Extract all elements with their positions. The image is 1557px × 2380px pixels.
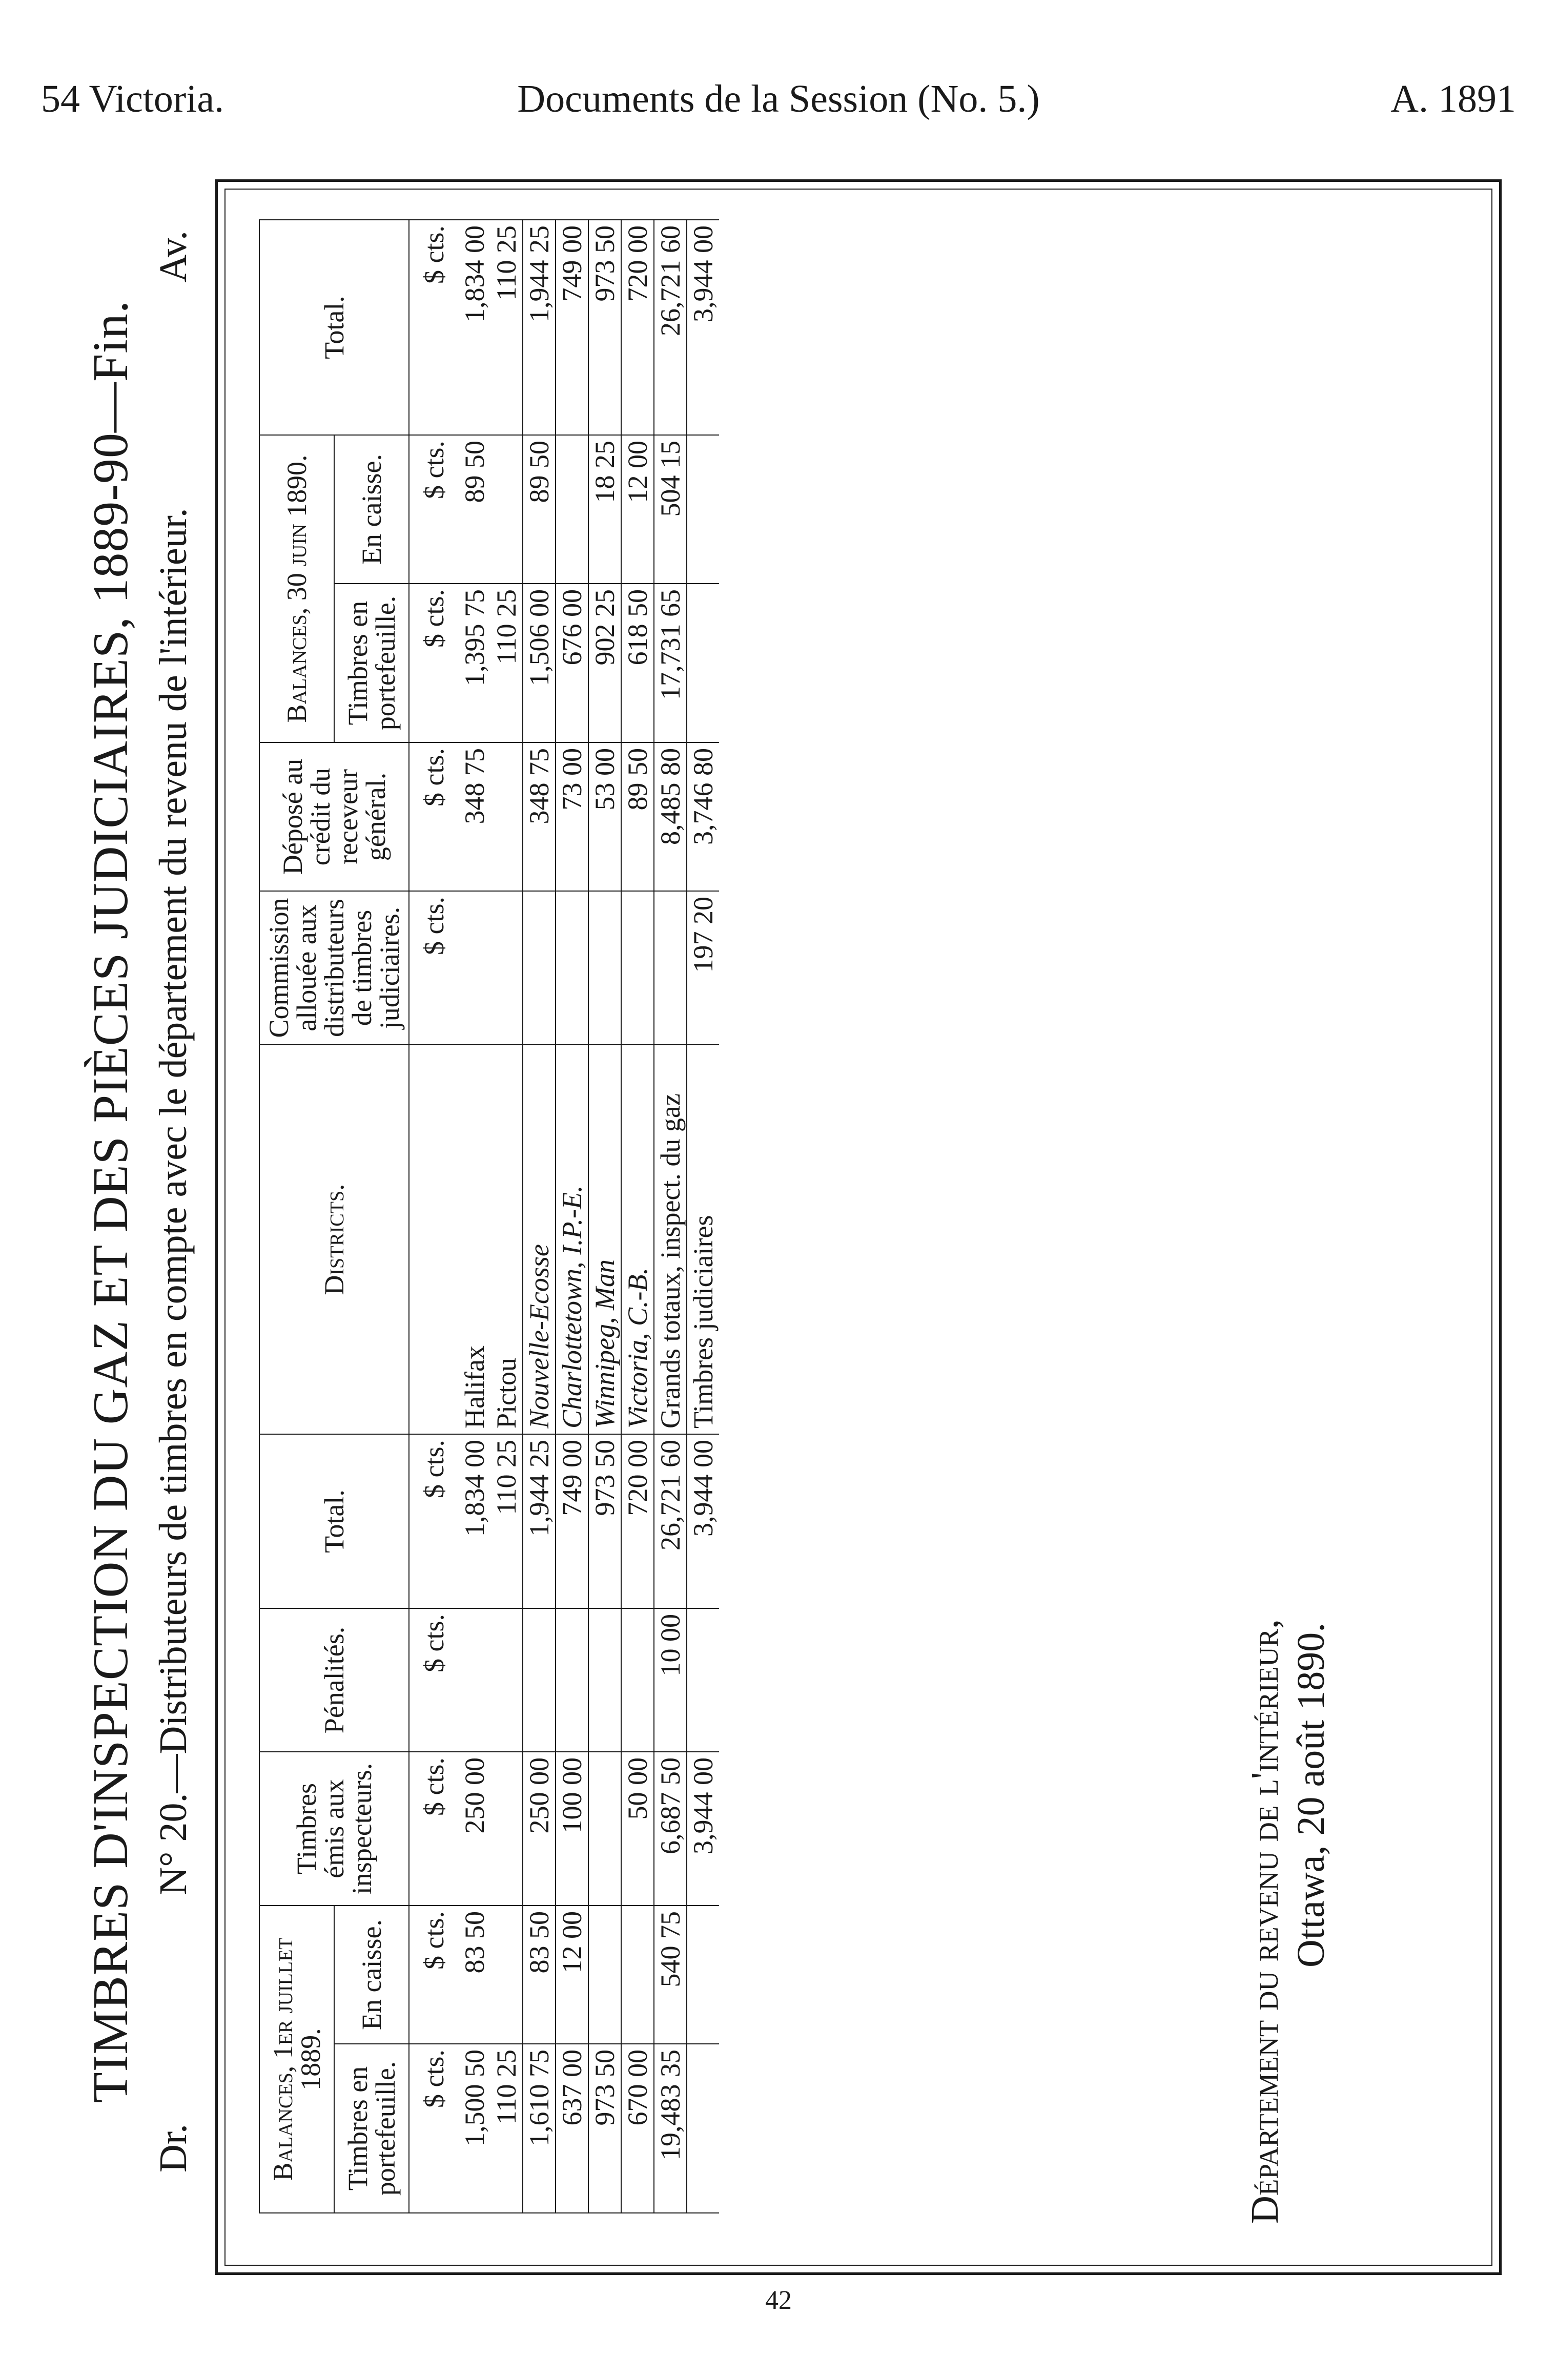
cell-te: 6,687 50 [654,1752,687,1906]
unit-cell: $ cts. [409,584,459,742]
cell-district: Halifax [459,1045,490,1434]
col-en-caisse: En caisse. [334,1906,409,2044]
cell-com [490,891,523,1045]
cell-te [588,1752,621,1906]
cell-tp: 973 50 [588,2044,621,2213]
ledger-table-block [259,220,1079,2213]
unit-cell: $ cts. [409,742,459,891]
cell-district: Grands totaux, inspect. du gaz [654,1045,687,1434]
cell-pen [490,1608,523,1752]
cell-ec2: 89 50 [523,435,556,584]
cell-ec: 83 50 [459,1906,490,2044]
cell-tp2: 1,506 00 [523,584,556,742]
cell-ec: 83 50 [523,1906,556,2044]
department-block [1243,1096,1397,2224]
col-timbres-portefeuille-2: Timbres en portefeuille. [334,584,409,742]
table-row [490,220,523,2213]
col-group-balances-1890: Balances, 30 juin 1890. [259,435,334,742]
cell-ec2 [687,435,719,584]
cell-dep [490,742,523,891]
cell-ec [588,1906,621,2044]
cell-tp2: 902 25 [588,584,621,742]
cell-com: 197 20 [687,891,719,1045]
table-row-subtotal [523,220,556,2213]
col-total: Total. [259,1434,409,1608]
cell-tp: 670 00 [621,2044,654,2213]
cell-ec: 12 00 [556,1906,588,2044]
cell-tot: 720 00 [621,1434,654,1608]
cell-tot2: 110 25 [490,220,523,435]
cell-com [654,891,687,1045]
cell-dep: 3,746 80 [687,742,719,891]
cell-dep: 8,485 80 [654,742,687,891]
table-row [621,220,654,2213]
ledger-table [259,219,719,2213]
cell-te [490,1752,523,1906]
cell-tot2: 1,944 25 [523,220,556,435]
cell-tot2: 26,721 60 [654,220,687,435]
cell-dep: 348 75 [459,742,490,891]
cell-tp: 1,610 75 [523,2044,556,2213]
running-head-center: Documents de la Session (No. 5.) [517,77,1040,120]
cell-te: 100 00 [556,1752,588,1906]
cell-tot2: 973 50 [588,220,621,435]
col-group-balances-1889: Balances, 1er juillet 1889. [259,1906,334,2213]
cell-ec2: 12 00 [621,435,654,584]
unit-row [409,220,459,2213]
cell-te: 50 00 [621,1752,654,1906]
cell-ec2 [556,435,588,584]
cell-tot2: 720 00 [621,220,654,435]
cell-district: Pictou [490,1045,523,1434]
table-row [556,220,588,2213]
cell-tp2: 17,731 65 [654,584,687,742]
cell-tot: 1,834 00 [459,1434,490,1608]
cell-te: 250 00 [459,1752,490,1906]
credit-label: Av. [152,231,195,283]
cell-dep: 89 50 [621,742,654,891]
cell-ec2 [490,435,523,584]
cell-com [556,891,588,1045]
debit-label: Dr. [152,2124,195,2172]
cell-dep: 53 00 [588,742,621,891]
cell-dep: 73 00 [556,742,588,891]
cell-te: 3,944 00 [687,1752,719,1906]
cell-district: Charlottetown, I.P.-E. [556,1045,588,1434]
col-total-2: Total. [259,220,409,435]
cell-tp2: 618 50 [621,584,654,742]
col-en-caisse-2: En caisse. [334,435,409,584]
cell-pen [556,1608,588,1752]
cell-tp [687,2044,719,2213]
cell-pen [523,1608,556,1752]
page-number: 42 [765,2286,792,2315]
cell-tot2: 3,944 00 [687,220,719,435]
table-title: TIMBRES D'INSPECTION DU GAZ ET DES PIÈCES JUDICIAIRES, 1889-90—Fin. [83,300,138,2103]
cell-tp2: 676 00 [556,584,588,742]
cell-tot2: 749 00 [556,220,588,435]
cell-ec [490,1906,523,2044]
table-subtitle: N° 20.—Distributeurs de timbres en compte avec le département du revenu de l'intérieur. [152,508,195,1895]
cell-tp: 1,500 50 [459,2044,490,2213]
cell-district: Victoria, C.-B. [621,1045,654,1434]
unit-cell: $ cts. [409,435,459,584]
unit-cell: $ cts. [409,891,459,1045]
table-row [687,220,719,2213]
col-penalites: Pénalités. [259,1608,409,1752]
department-name: Département du revenu de l'intérieur, [1243,1619,1286,2224]
cell-tot: 973 50 [588,1434,621,1608]
cell-com [459,891,490,1045]
cell-ec2: 504 15 [654,435,687,584]
place-date: Ottawa, 20 août 1890. [1289,1622,1333,1968]
cell-ec [687,1906,719,2044]
col-depose: Déposé au crédit du receveur général. [259,742,409,891]
cell-district: Timbres judiciaires [687,1045,719,1434]
cell-pen [459,1608,490,1752]
cell-tot: 1,944 25 [523,1434,556,1608]
cell-tp2: 1,395 75 [459,584,490,742]
cell-tot: 3,944 00 [687,1434,719,1608]
cell-district: Nouvelle-Ecosse [523,1045,556,1434]
cell-ec [621,1906,654,2044]
cell-com [523,891,556,1045]
cell-tot2: 1,834 00 [459,220,490,435]
cell-tot: 26,721 60 [654,1434,687,1608]
unit-cell: $ cts. [409,2044,459,2213]
cell-pen [621,1608,654,1752]
signature-block [1138,0,1292,635]
cell-tp: 19,483 35 [654,2044,687,2213]
unit-cell: $ cts. [409,1434,459,1608]
cell-district: Winnipeg, Man [588,1045,621,1434]
cell-tp2: 110 25 [490,584,523,742]
cell-tot: 749 00 [556,1434,588,1608]
col-commission: Commission allouée aux distributeurs de timbres judiciaires. [259,891,409,1045]
cell-pen: 10 00 [654,1608,687,1752]
unit-cell-blank [409,1045,459,1434]
table-row-grand-total [654,220,687,2213]
cell-te: 250 00 [523,1752,556,1906]
unit-cell: $ cts. [409,1608,459,1752]
col-districts: Districts. [259,1045,409,1434]
table-row [588,220,621,2213]
cell-tp: 637 00 [556,2044,588,2213]
table-row [459,220,490,2213]
cell-com [621,891,654,1045]
cell-ec2: 89 50 [459,435,490,584]
running-head-right: A. 1891 [1390,77,1516,120]
cell-com [588,891,621,1045]
col-timbres-portefeuille: Timbres en portefeuille. [334,2044,409,2213]
cell-dep: 348 75 [523,742,556,891]
unit-cell: $ cts. [409,1752,459,1906]
cell-pen [687,1608,719,1752]
cell-ec2: 18 25 [588,435,621,584]
cell-tp: 110 25 [490,2044,523,2213]
running-head-left: 54 Victoria. [41,77,224,120]
cell-tp2 [687,584,719,742]
cell-pen [588,1608,621,1752]
cell-tot: 110 25 [490,1434,523,1608]
col-timbres-emis: Timbres émis aux inspecteurs. [259,1752,409,1906]
unit-cell: $ cts. [409,220,459,435]
cell-ec: 540 75 [654,1906,687,2044]
unit-cell: $ cts. [409,1906,459,2044]
